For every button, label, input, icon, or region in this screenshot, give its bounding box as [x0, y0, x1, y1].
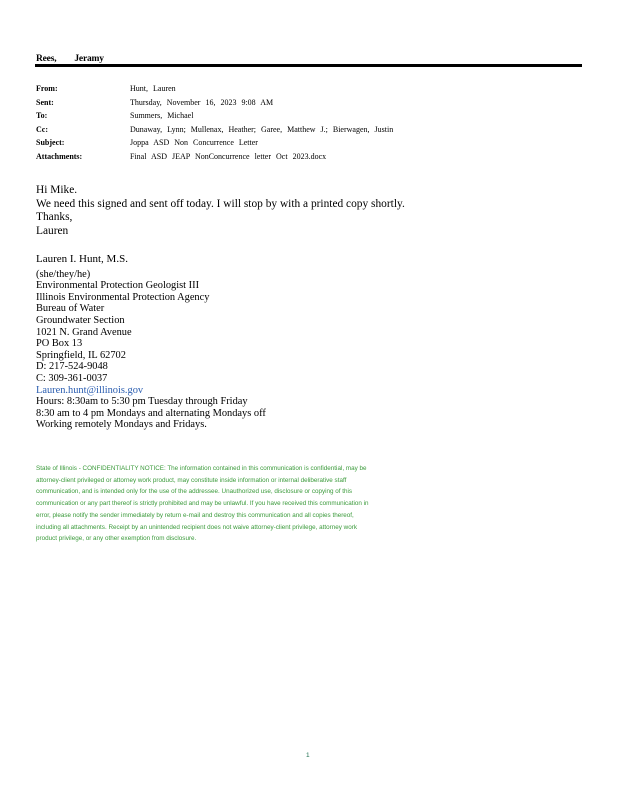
header-value: Dunaway, Lynn; Mullenax, Heather; Garee, Matthew J.; Bierwagen, Justin: [130, 124, 394, 134]
notice-line: including all attachments. Receipt by an unintended recipient does not waive attorney-client privilege, attorney work: [36, 523, 357, 531]
sender-first-name: Jeramy: [74, 54, 104, 64]
confidentiality-notice: [36, 463, 506, 545]
header-label: Attachments:: [36, 151, 83, 161]
header-label: To:: [36, 111, 48, 120]
notice-line: State of Illinois - CONFIDENTIALITY NOTICE: The information contained in this communication is confidential, may be: [36, 465, 367, 472]
signature-line: Bureau of Water: [36, 303, 105, 315]
notice-line: attorney-client privileged or attorney work product, may constitute inside information or internal deliberative staff: [36, 476, 347, 484]
body-line: Thanks,: [36, 211, 73, 223]
email-body: [36, 184, 405, 238]
attachment-link[interactable]: Final ASD JEAP NonConcurrence letter Oct 2023.docx: [130, 151, 327, 161]
header-value: Thursday, November 16, 2023 9:08 AM: [130, 97, 274, 107]
signature-line: Groundwater Section: [36, 314, 125, 326]
header-label: Sent:: [36, 97, 54, 107]
notice-line: communication, and is intended only for the use of the addressee. Unauthorized use, disclosure or copying of this: [36, 488, 353, 496]
header-row-to: [36, 109, 596, 123]
notice-line: product privilege, or any other exemption from disclosure.: [36, 535, 197, 543]
signature-line: 1021 N. Grand Avenue: [36, 326, 132, 338]
body-line: Hi Mike.: [36, 184, 78, 196]
email-header-block: [36, 82, 596, 163]
signature-line: C: 309-361-0037: [36, 372, 108, 384]
signature-line: Springfield, IL 62702: [36, 349, 126, 361]
notice-line: communication or any part thereof is strictly prohibited and may be unlawful. If you have received this communication in: [36, 500, 369, 508]
header-label: From:: [36, 84, 58, 93]
notice-line: error, please notify the sender immediately by return e-mail and destroy this communication and all copies thereof,: [36, 511, 354, 519]
signature-hours-line: Working remotely Mondays and Fridays.: [36, 419, 207, 431]
header-value: Joppa ASD Non Concurrence Letter: [130, 138, 258, 147]
signature-email-link[interactable]: Lauren.hunt@illinois.gov: [36, 384, 144, 396]
header-value: Hunt, Lauren: [130, 84, 176, 93]
body-line: We need this signed and sent off today. I will stop by with a printed copy shortly.: [36, 197, 405, 210]
document-sender-name: [36, 54, 104, 64]
signature-name: Lauren I. Hunt, M.S.: [36, 253, 128, 265]
header-value: Summers, Michael: [130, 111, 194, 120]
header-row-attachments: [36, 150, 596, 164]
sender-last-name: Rees,: [36, 54, 57, 64]
signature-line: D: 217-524-9048: [36, 361, 108, 373]
header-row-cc: [36, 123, 596, 137]
signature-hours-line: Hours: 8:30am to 5:30 pm Tuesday through Friday: [36, 396, 248, 408]
body-line: Lauren: [36, 224, 69, 237]
signature-line: Environmental Protection Geologist III: [36, 280, 200, 292]
page-number: 1: [306, 752, 310, 759]
header-row-sent: [36, 96, 596, 110]
header-row-subject: [36, 136, 596, 150]
signature-hours-line: 8:30 am to 4 pm Mondays and alternating Mondays off: [36, 407, 266, 419]
header-divider: [35, 64, 582, 67]
signature-line: PO Box 13: [36, 338, 83, 350]
signature-line: (she/they/he): [36, 268, 91, 280]
header-label: Subject:: [36, 138, 65, 147]
header-row-from: [36, 82, 596, 96]
email-signature: [36, 254, 266, 431]
signature-line: Illinois Environmental Protection Agency: [36, 291, 210, 303]
header-label: Cc:: [36, 124, 48, 134]
